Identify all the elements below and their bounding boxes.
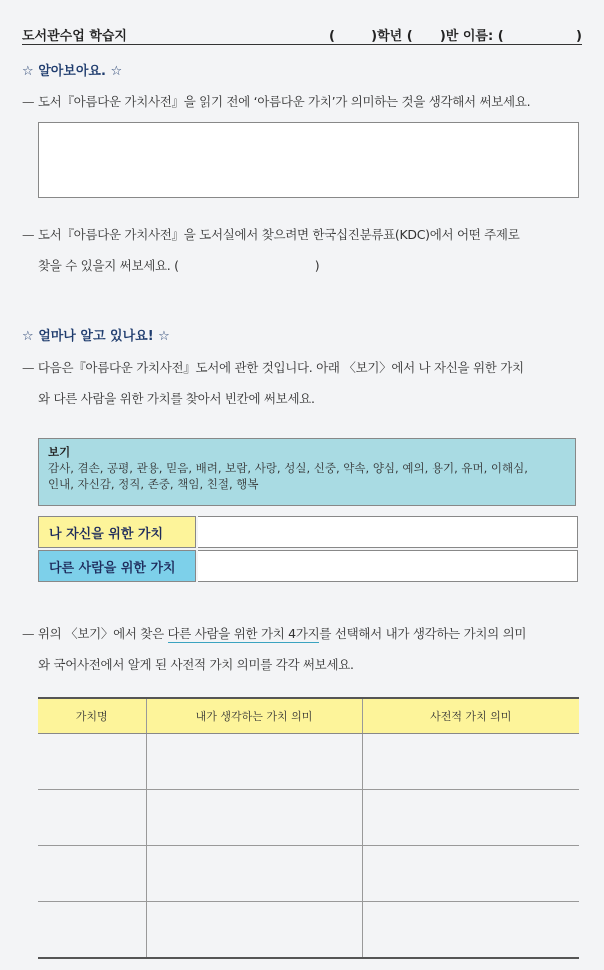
star-icon: ☆ xyxy=(110,64,123,79)
column-header-dictionary-meaning: 사전적 가치 의미 xyxy=(362,698,579,734)
others-values-row xyxy=(38,550,578,582)
table-cell[interactable] xyxy=(146,902,362,959)
section-title-check xyxy=(22,325,170,344)
star-icon: ☆ xyxy=(158,329,170,344)
question-4-line1c: 를 선택해서 내가 생각하는 가치의 의미 xyxy=(319,626,527,641)
value-meaning-table xyxy=(38,697,579,959)
table-cell[interactable] xyxy=(38,790,146,846)
worksheet-title: 도서관수업 학습지 xyxy=(22,29,127,44)
others-values-label: 다른 사람을 위한 가치 xyxy=(38,550,196,582)
dash-marker: — xyxy=(22,626,35,641)
table-cell[interactable] xyxy=(362,790,579,846)
bogi-title: 보기 xyxy=(48,445,71,459)
question-4-line2: 와 국어사전에서 알게 된 사전적 가치 의미를 각각 써보세요. xyxy=(38,657,354,672)
others-values-input[interactable] xyxy=(198,550,578,582)
table-cell[interactable] xyxy=(38,734,146,790)
bogi-box xyxy=(38,438,576,506)
question-3-line2: 와 다른 사람을 위한 가치를 찾아서 빈칸에 써보세요. xyxy=(38,391,315,406)
table-cell[interactable] xyxy=(146,734,362,790)
table-cell[interactable] xyxy=(362,734,579,790)
self-values-label: 나 자신을 위한 가치 xyxy=(38,516,196,548)
bogi-words-line1: 감사, 겸손, 공평, 관용, 믿음, 배려, 보람, 사랑, 성실, 신중, 약속, 양심, 예의, 용기, 유머, 이해심, xyxy=(48,461,528,475)
column-header-value-name: 가치명 xyxy=(38,698,146,734)
table-cell[interactable] xyxy=(362,902,579,959)
question-2-line2: 찾을 수 있을지 써보세요. ( xyxy=(38,258,179,273)
question-2-line1: 도서『아름다운 가치사전』을 도서실에서 찾으려면 한국십진분류표(KDC)에서 어떤 주제로 xyxy=(37,227,520,242)
self-values-input[interactable] xyxy=(198,516,578,548)
table-row xyxy=(38,790,579,846)
question-4 xyxy=(22,618,584,680)
section-title-learn xyxy=(22,60,122,79)
dash-marker: — xyxy=(22,94,35,109)
question-1 xyxy=(22,86,584,117)
question-4-line1a: 위의 〈보기〉에서 찾은 xyxy=(37,626,168,641)
header-divider xyxy=(22,44,582,45)
question-1-text: 도서『아름다운 가치사전』을 읽기 전에 ‘아름다운 가치’가 의미하는 것을 생각해서 써보세요. xyxy=(37,94,531,109)
table-row xyxy=(38,902,579,959)
dash-marker: — xyxy=(22,227,35,242)
table-header-row xyxy=(38,698,579,734)
underlined-phrase: 다른 사람을 위한 가치 4가지 xyxy=(167,626,320,641)
star-icon: ☆ xyxy=(22,64,34,79)
table-cell[interactable] xyxy=(38,846,146,902)
worksheet-header xyxy=(22,25,582,44)
table-cell[interactable] xyxy=(362,846,579,902)
table-cell[interactable] xyxy=(146,846,362,902)
table-row xyxy=(38,846,579,902)
table-cell[interactable] xyxy=(38,902,146,959)
bogi-words-line2: 인내, 자신감, 정직, 존중, 책임, 친절, 행복 xyxy=(48,477,259,491)
answer-box-1[interactable] xyxy=(38,122,579,198)
column-header-my-meaning: 내가 생각하는 가치 의미 xyxy=(146,698,362,734)
student-info: ( )학년 ( )반 이름: ( ) xyxy=(329,29,582,44)
table-cell[interactable] xyxy=(146,790,362,846)
question-3-line1: 다음은『아름다운 가치사전』도서에 관한 것입니다. 아래 〈보기〉에서 나 자신을 위한 가치 xyxy=(37,360,524,375)
question-2 xyxy=(22,219,584,281)
star-icon: ☆ xyxy=(22,329,34,344)
close-paren: ) xyxy=(314,258,320,273)
self-values-row xyxy=(38,516,578,548)
section-title-text: 얼마나 알고 있나요! xyxy=(38,329,154,344)
dash-marker: — xyxy=(22,360,35,375)
section-title-text: 알아보아요. xyxy=(38,64,106,79)
table-row xyxy=(38,734,579,790)
question-3 xyxy=(22,352,584,414)
